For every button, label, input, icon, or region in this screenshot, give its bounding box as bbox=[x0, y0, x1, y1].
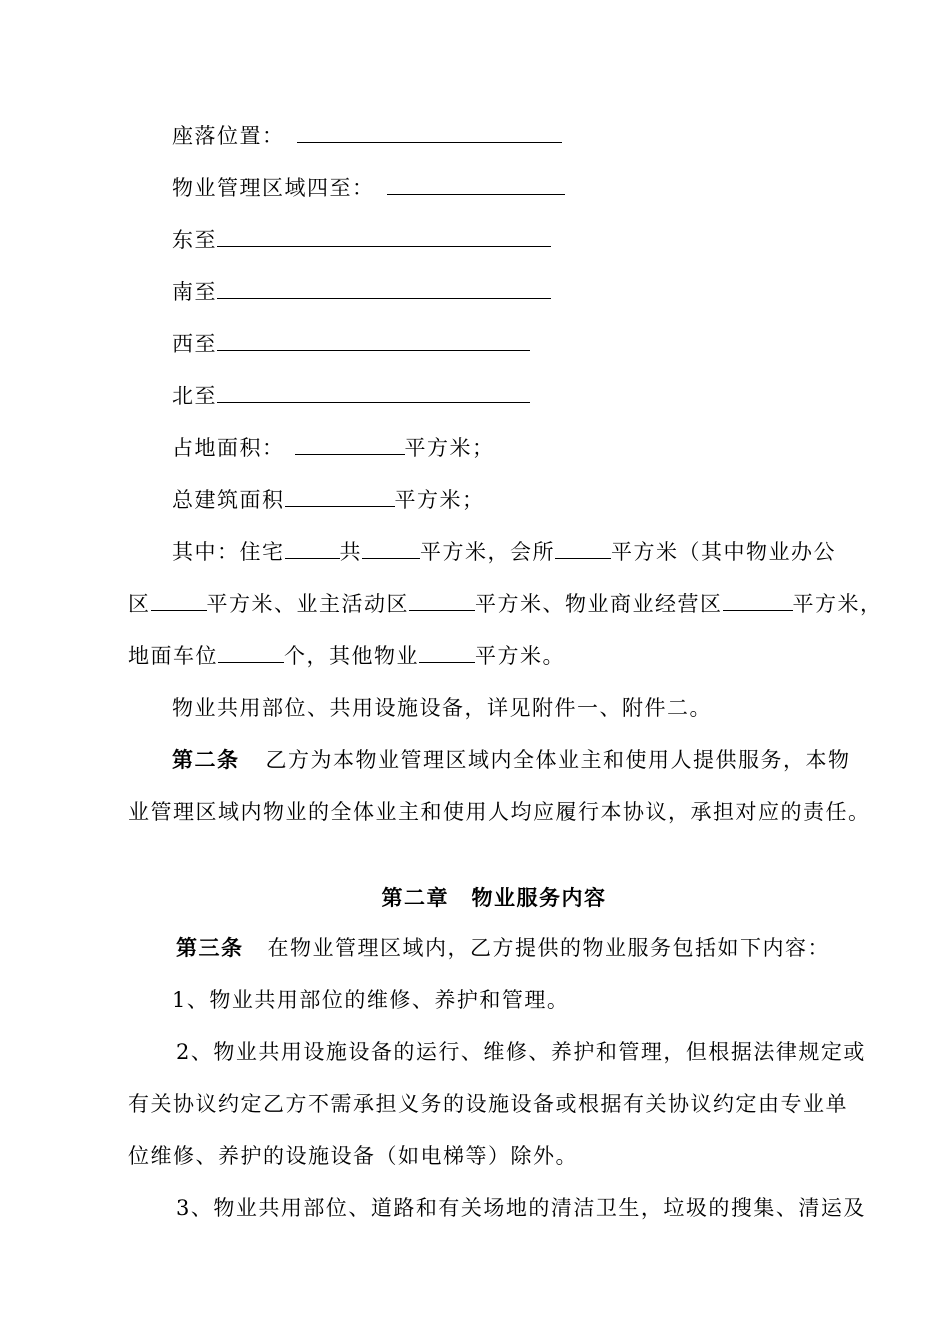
article3-label: 第三条 bbox=[176, 935, 244, 960]
article3-text: 在物业管理区域内，乙方提供的物业服务包括如下内容： bbox=[267, 936, 830, 960]
residential-blank[interactable] bbox=[285, 538, 340, 559]
west-line bbox=[172, 330, 530, 358]
building-area-unit: 平方米； bbox=[394, 488, 485, 512]
breakdown-text: 平方米（其中物业办公 bbox=[611, 540, 836, 564]
breakdown-text: 平方米，会所 bbox=[420, 540, 555, 564]
land-area-blank[interactable] bbox=[295, 434, 405, 455]
other-property-blank[interactable] bbox=[419, 642, 475, 663]
land-area-line bbox=[172, 434, 495, 462]
facilities-paragraph: 物业共用部位、共用设施设备，详见附件一、附件二。 bbox=[172, 696, 712, 720]
land-area-label: 占地面积： bbox=[172, 436, 285, 460]
east-line bbox=[172, 226, 551, 254]
north-line bbox=[172, 382, 530, 410]
breakdown-text: 共 bbox=[339, 540, 362, 564]
land-area-unit: 平方米； bbox=[404, 436, 495, 460]
breakdown-text: 其中：住宅 bbox=[172, 540, 285, 564]
location-label: 座落位置： bbox=[172, 124, 285, 148]
east-blank[interactable] bbox=[217, 226, 551, 247]
item-1: 1、物业共用部位的维修、养护和管理。 bbox=[172, 988, 570, 1012]
breakdown-text: 个，其他物业 bbox=[284, 644, 419, 668]
location-blank[interactable] bbox=[297, 122, 562, 143]
article2-text: 乙方为本物业管理区域内全体业主和使用人提供服务，本物 bbox=[265, 748, 851, 772]
item-2-line-3: 位维修、养护的设施设备（如电梯等）除外。 bbox=[128, 1144, 578, 1168]
clubhouse-blank[interactable] bbox=[555, 538, 611, 559]
north-label: 北至 bbox=[172, 384, 217, 408]
breakdown-text: 区 bbox=[128, 592, 151, 616]
building-area-label: 总建筑面积 bbox=[172, 488, 285, 512]
owner-activity-blank[interactable] bbox=[409, 590, 475, 611]
breakdown-line-3 bbox=[128, 642, 565, 670]
chapter2-title: 第二章 物业服务内容 bbox=[381, 885, 607, 910]
article2-label: 第二条 bbox=[172, 747, 240, 772]
breakdown-text: 地面车位 bbox=[128, 644, 218, 668]
west-blank[interactable] bbox=[217, 330, 530, 351]
breakdown-text: 平方米、业主活动区 bbox=[206, 592, 409, 616]
south-line bbox=[172, 278, 551, 306]
east-label: 东至 bbox=[172, 228, 217, 252]
location-line bbox=[172, 122, 562, 150]
residential-total-blank[interactable] bbox=[362, 538, 420, 559]
boundary-line bbox=[172, 174, 565, 202]
west-label: 西至 bbox=[172, 332, 217, 356]
breakdown-text: 平方米、物业商业经营区 bbox=[475, 592, 723, 616]
south-blank[interactable] bbox=[217, 278, 551, 299]
building-area-blank[interactable] bbox=[285, 486, 395, 507]
item-3-line-1: 3、物业共用部位、道路和有关场地的清洁卫生，垃圾的搜集、清运及 bbox=[176, 1196, 866, 1220]
item-2-line-1: 2、物业共用设施设备的运行、维修、养护和管理，但根据法律规定或 bbox=[176, 1040, 866, 1064]
south-label: 南至 bbox=[172, 280, 217, 304]
building-area-line bbox=[172, 486, 485, 514]
boundary-label: 物业管理区域四至： bbox=[172, 176, 375, 200]
breakdown-line-2 bbox=[128, 590, 883, 618]
north-blank[interactable] bbox=[217, 382, 530, 403]
article2-line-2: 业管理区域内物业的全体业主和使用人均应履行本协议，承担对应的责任。 bbox=[128, 800, 871, 824]
breakdown-line-1 bbox=[172, 538, 836, 566]
parking-blank[interactable] bbox=[218, 642, 284, 663]
article2-line-1 bbox=[172, 746, 851, 774]
breakdown-text: 平方米， bbox=[792, 592, 883, 616]
boundary-blank[interactable] bbox=[387, 174, 565, 195]
item-2-line-2: 有关协议约定乙方不需承担义务的设施设备或根据有关协议约定由专业单 bbox=[128, 1092, 848, 1116]
office-area-blank[interactable] bbox=[151, 590, 207, 611]
commercial-blank[interactable] bbox=[723, 590, 793, 611]
article3-line bbox=[176, 934, 830, 962]
breakdown-text: 平方米。 bbox=[475, 644, 565, 668]
